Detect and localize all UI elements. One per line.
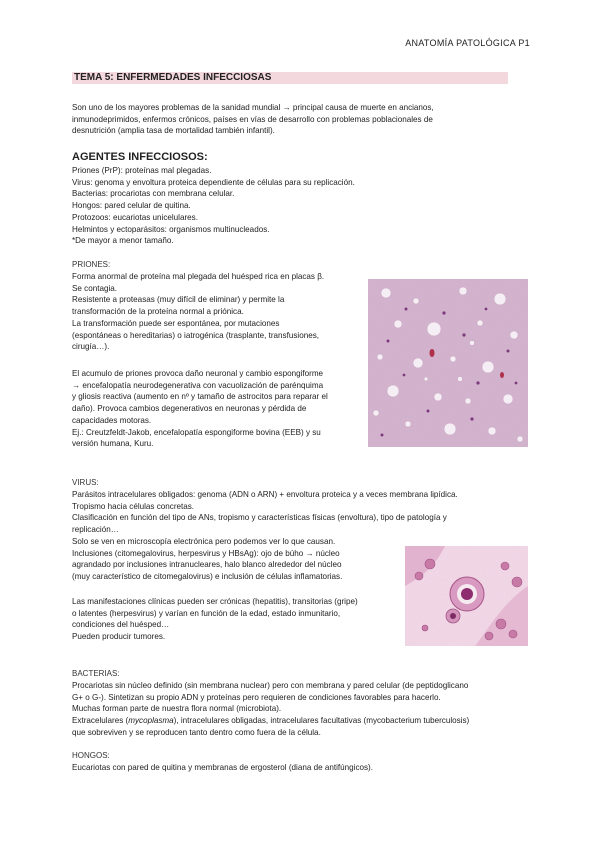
bacterias-line: Procariotas sin núcleo definido (sin membrana nuclear) pero con membrana y pared celular (de peptidoglicano: [72, 681, 469, 690]
bacterias-line: Muchas forman parte de nuestra flora normal (microbiota).: [72, 704, 282, 714]
priones-line: capacidades motoras.: [72, 415, 152, 425]
virus-line: Parásitos intracelulares obligados: genoma (ADN o ARN) + envoltura proteica y a veces membrana lipídica.: [72, 490, 458, 499]
priones-line: Ej.: Creutzfeldt-Jakob, encefalopatía espongiforme bovina (EEB) y su: [72, 427, 321, 437]
bacterias-line: G+ o G-). Sintetizan su propio ADN y proteínas pero requieren de condiciones favorables para hacerlo.: [72, 692, 441, 702]
agentes-line: Hongos: pared celular de quitina.: [72, 201, 191, 211]
agentes-line: Virus: genoma y envoltura proteica dependiente de células para su replicación.: [72, 177, 355, 187]
virus-line: Clasificación en función del tipo de ANs, tropismo y características físicas (envoltura), tipo de patología y: [72, 513, 447, 523]
hongos-line: Eucariotas con pared de quitina y membranas de ergosterol (diana de antifúngicos).: [72, 763, 373, 772]
hongos-paragraph: [72, 762, 373, 774]
priones-line: La transformación puede ser espontánea, por mutaciones: [72, 318, 280, 328]
agentes-list: [72, 165, 355, 247]
priones-line: transformación de la proteína normal a priónica.: [72, 307, 244, 317]
priones-line: Se contagia.: [72, 283, 117, 293]
priones-line: Resistente a proteasas (muy difícil de eliminar) y permite la: [72, 295, 285, 305]
virus-line: agrandado por inclusiones intranucleares, halo blanco alrededor del núcleo: [72, 560, 342, 570]
bacterias-line: que sobreviven y se reproducen tanto dentro como fuera de la célula.: [72, 727, 321, 737]
priones-line: cirugía…).: [72, 342, 110, 352]
agentes-line: Helmintos y ectoparásitos: organismos multinucleados.: [72, 224, 270, 234]
owl-eye-inclusion-image: [405, 546, 528, 646]
priones-line: → encefalopatía neurodegenerativa con vacuolización de parénquima: [72, 380, 324, 390]
agentes-line: Protozoos: eucariotas unicelulares.: [72, 212, 198, 222]
virus-line: replicación…: [72, 525, 119, 535]
agentes-heading: AGENTES INFECCIOSOS:: [72, 151, 208, 163]
priones-line: versión humana, Kuru.: [72, 439, 154, 449]
intro-line: inmunodeprimidos, enfermos crónicos, países en vías de desarrollo con problemas poblacionales de: [72, 114, 433, 124]
agentes-line: Bacterias: procariotas con membrana celular.: [72, 189, 235, 199]
virus-line: (muy característico de citomegalovirus) e inclusión de células inflamatorias.: [72, 571, 343, 581]
virus-line: Solo se ven en microscopía electrónica pero podemos ver lo que causan.: [72, 536, 336, 546]
virus-line: o latentes (herpesvirus) y varían en función de la edad, estado inmunitario,: [72, 608, 341, 618]
priones-line: daño). Provoca cambios degenerativos en neuronas y pérdida de: [72, 404, 307, 414]
virus-line: Inclusiones (citomegalovirus, herpesvirus y HBsAg): ojo de búho → núcleo: [72, 548, 340, 558]
virus-line: Tropismo hacia células concretas.: [72, 501, 195, 511]
priones-paragraph-1: [72, 271, 324, 353]
intro-paragraph: [72, 102, 434, 137]
priones-line: Forma anormal de proteína mal plegada del huésped rica en placas β.: [72, 272, 325, 281]
priones-line: El acumulo de priones provoca daño neuronal y cambio espongiforme: [72, 369, 324, 378]
intro-line: desnutrición (amplia tasa de mortalidad también infantil).: [72, 126, 275, 136]
priones-line: y gliosis reactiva (aumento en nº y tamaño de astrocitos para reparar el: [72, 392, 328, 402]
virus-heading: VIRUS:: [72, 478, 99, 487]
bacterias-extra-pre: Extracelulares (: [72, 716, 129, 726]
agentes-line: *De mayor a menor tamaño.: [72, 236, 174, 246]
virus-line: condiciones del huésped…: [72, 620, 170, 630]
priones-paragraph-2: [72, 368, 328, 450]
bacterias-paragraph: [72, 680, 469, 739]
bacterias-heading: BACTERIAS:: [72, 669, 120, 678]
virus-paragraph-2: [72, 596, 358, 643]
page-header-subject: ANATOMÍA PATOLÓGICA P1: [405, 38, 530, 48]
virus-paragraph-1: [72, 489, 458, 583]
priones-line: (espontáneas o hereditarias) o iatrogénica (trasplante, transfusiones,: [72, 330, 320, 340]
spongiform-histology-image: [368, 279, 528, 447]
bacterias-extra-post: ), intracelulares obligadas, intracelulares facultativas (mycobacterium tuberculosis): [173, 716, 470, 726]
agentes-line: Priones (PrP): proteínas mal plegadas.: [72, 166, 212, 175]
page-title: TEMA 5: ENFERMEDADES INFECCIOSAS: [74, 72, 272, 83]
priones-heading: PRIONES:: [72, 260, 111, 269]
bacterias-line: [72, 715, 469, 727]
bacterias-extra-italic: mycoplasma: [128, 716, 174, 726]
virus-line: Las manifestaciones clínicas pueden ser crónicas (hepatitis), transitorias (gripe): [72, 597, 358, 606]
virus-line: Pueden producir tumores.: [72, 632, 166, 642]
intro-line: Son uno de los mayores problemas de la sanidad mundial → principal causa de muerte en ancianos,: [72, 103, 434, 112]
hongos-heading: HONGOS:: [72, 751, 110, 760]
